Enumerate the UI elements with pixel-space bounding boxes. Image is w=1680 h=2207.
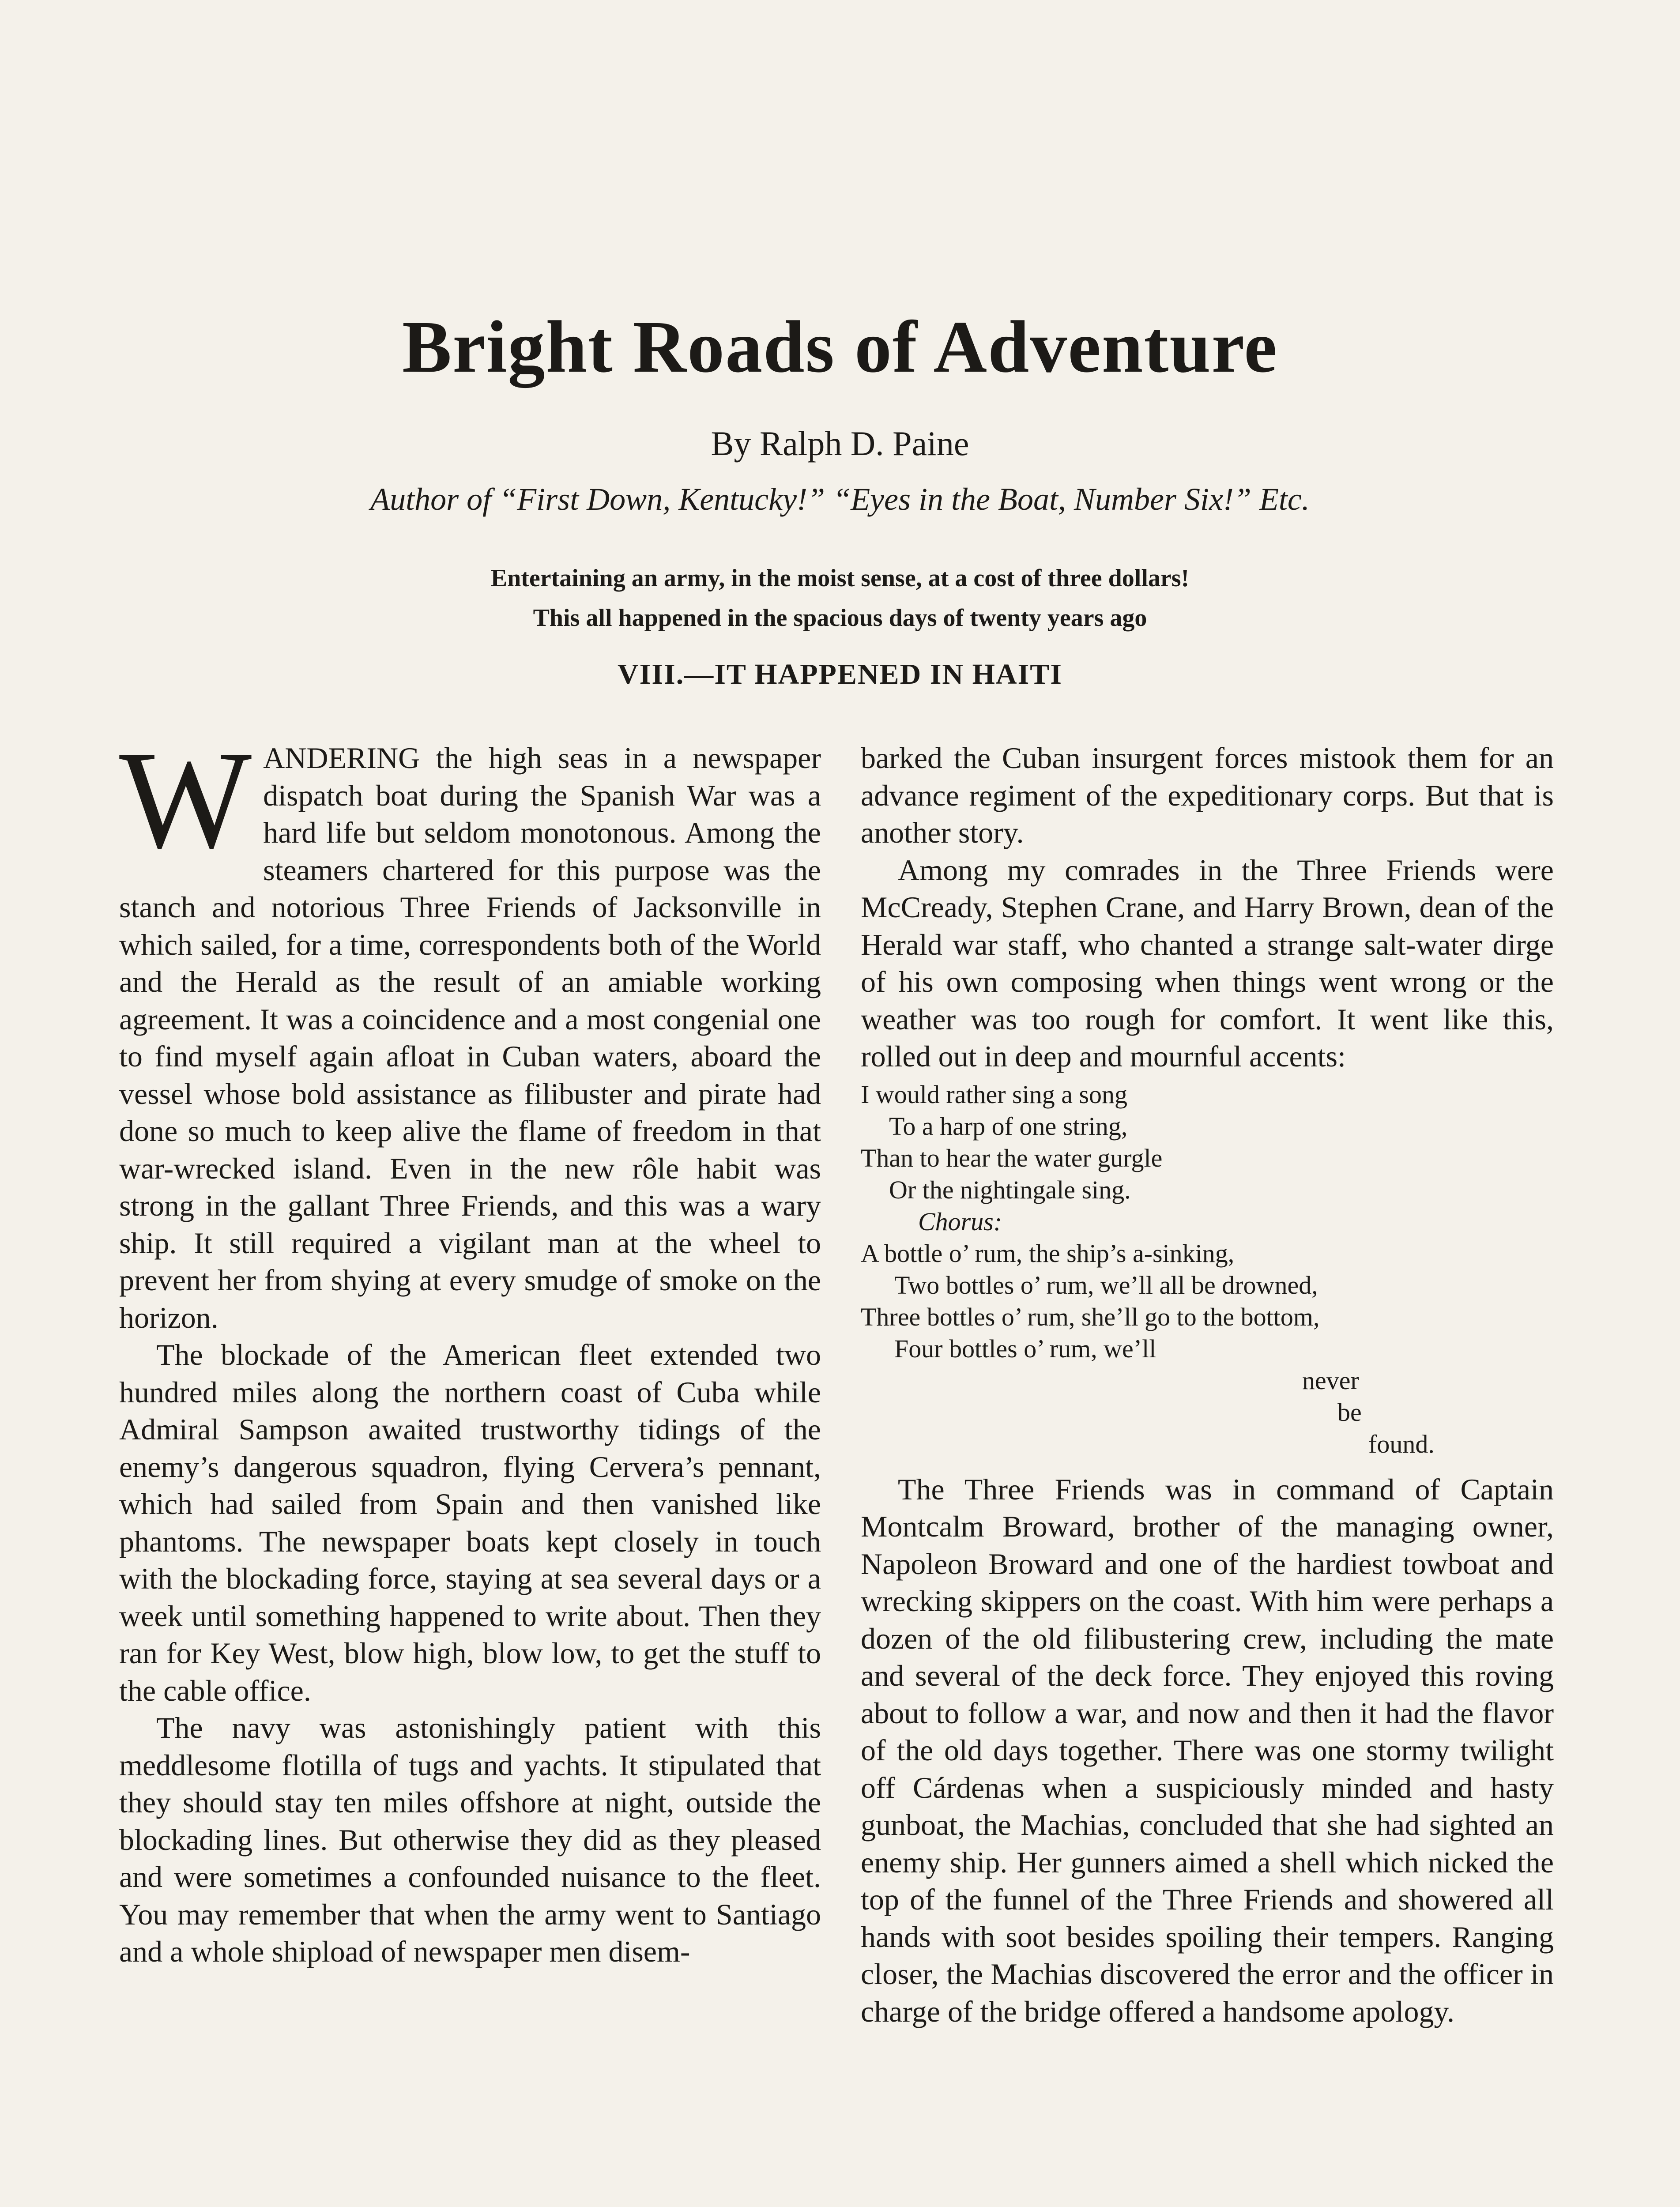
paragraph-text: ANDERING the high seas in a newspaper dispatch boat during the Spanish War was a hard life but seldom monotonous. Among the steamers chartered for this purpose was the stanch and notorious Three Friends of Jacksonville in which sailed, for a time, correspondents both of the World and the Herald as the result of an amiable working agreement. It was a coincidence and a most congenial one to find myself again afloat in Cuban waters, aboard the vessel whose bold assistance as filibuster and pirate had done so much to keep alive the flame of freedom in that war-wrecked island. Even in the new rôle habit was strong in the gallant Three Friends, and this was a wary ship. It still required a vigilant man at the wheel to prevent her from shying at every smudge of smoke on the horizon. — [119, 741, 821, 1334]
paragraph — [119, 722, 821, 1336]
poem-chorus-label: Chorus: — [918, 1207, 1002, 1236]
paragraph: The blockade of the American fleet extended two hundred miles along the northern coast of Cuba while Admiral Sampson awaited trustworthy tidings of the enemy’s dangerous squadron, flying Cervera’s pennant, which had sailed from Spain and then vanished like phantoms. The newspaper boats kept closely in touch with the blockading force, staying at sea several days or a week until something happened to write about. Then they ran for Key West, blow high, blow low, to get the stuff to the cable office. — [119, 1338, 821, 1707]
poem-line: never — [1302, 1366, 1359, 1395]
paragraph: The Three Friends was in command of Captain Montcalm Broward, brother of the managing owner, Napoleon Broward and one of the hardiest towboat and wrecking skippers on the coast. With him were perhaps a dozen of the old filibustering crew, including the mate and several of the deck force. They enjoyed this roving about to follow a war, and now and then it had the flavor of the old days together. There was one stormy twilight off Cárdenas when a suspiciously minded and hasty gunboat, the Machias, concluded that she had sighted an enemy ship. Her gunners aimed a shell which nicked the top of the funnel of the Three Friends and showered all hands with soot besides spoiling their tempers. Ranging closer, the Machias discovered the error and the officer in charge of the bridge offered a handsome apology. — [861, 1472, 1554, 2028]
poem — [861, 1079, 1554, 1460]
left-column — [119, 722, 821, 1970]
chapter-heading: VIII.—IT HAPPENED IN HAITI — [618, 658, 1062, 690]
article-title: Bright Roads of Adventure — [402, 306, 1278, 388]
poem-line: found. — [1368, 1429, 1435, 1458]
paragraph: The navy was astonishingly patient with this meddlesome flotilla of tugs and yachts. It stipulated that they should stay ten miles offshore at night, outside the blockading lines. But otherwise they did as they pleased and were sometimes a confounded nuisance to the fleet. You may remember that when the army went to Santiago and a whole shipload of newspaper men disem- — [119, 1711, 821, 1968]
poem-line: Than to hear the water gurgle — [861, 1143, 1163, 1172]
paragraph: Among my comrades in the Three Friends were McCready, Stephen Crane, and Harry Brown, dean of the Herald war staff, who chanted a strange salt-water dirge of his own composing when things went wrong or the weather was too rough for comfort. It went like this, rolled out in deep and mournful accents: — [861, 853, 1554, 1073]
poem-line: I would rather sing a song — [861, 1080, 1128, 1109]
teaser — [0, 558, 1680, 638]
poem-line: Two bottles o’ rum, we’ll all be drowned, — [894, 1270, 1318, 1299]
right-column — [861, 739, 1554, 2030]
paragraph: barked the Cuban insurgent forces mistook them for an advance regiment of the expeditionary corps. But that is another story. — [861, 741, 1554, 849]
byline: By Ralph D. Paine — [711, 424, 969, 463]
poem-line: A bottle o’ rum, the ship’s a-sinking, — [861, 1239, 1235, 1268]
poem-line: be — [1337, 1397, 1362, 1427]
poem-line: To a harp of one string, — [889, 1111, 1128, 1141]
author-credits: Author of “First Down, Kentucky!” “Eyes in the Boat, Number Six!” Etc. — [370, 482, 1310, 517]
teaser-line-2: This all happened in the spacious days of twenty years ago — [533, 604, 1147, 632]
poem-line: Or the nightingale sing. — [889, 1175, 1131, 1204]
teaser-line-1: Entertaining an army, in the moist sense, at a cost of three dollars! — [490, 565, 1190, 592]
poem-line: Four bottles o’ rum, we’ll — [894, 1334, 1156, 1363]
poem-line: Three bottles o’ rum, she’ll go to the bottom, — [861, 1302, 1320, 1331]
drop-cap: W — [119, 722, 252, 878]
